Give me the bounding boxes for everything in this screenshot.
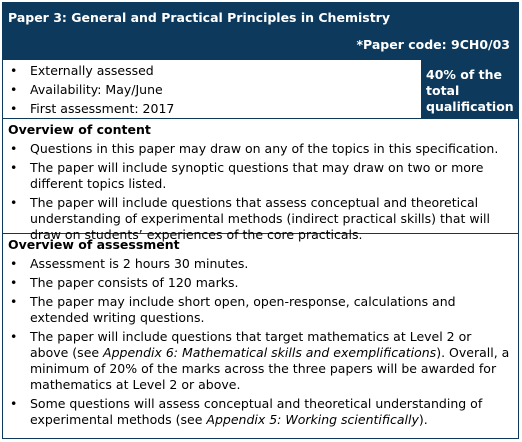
- paper-code: *Paper code: 9CH0/03: [356, 37, 510, 52]
- qualification-share: 40% of the total qualification: [421, 60, 518, 118]
- list-item: • The paper may include short open, open-response, calculations and extended writing questions.: [3, 294, 514, 326]
- text-span: The paper will include questions that target mathematics at Level 2 or above (see: [30, 329, 472, 360]
- section-heading: Overview of content: [8, 122, 151, 137]
- text-span: ). Overall, a minimum of 20% of the marks across the three papers will be awarded for mathematics at Level 2 or above.: [30, 345, 510, 392]
- assessment-list: [3, 256, 514, 428]
- list-item: • The paper will include questions that assess conceptual and theoretical understanding of experimental methods (indirect practical skills) that will draw on students’ experiences of the core practicals.: [3, 195, 514, 243]
- header-bar: [3, 3, 518, 60]
- list-item: [3, 329, 514, 393]
- paper-spec-box: [2, 2, 519, 439]
- list-item: • The paper will include synoptic questions that may draw on two or more different topics listed.: [3, 160, 514, 192]
- meta-row: [3, 60, 518, 119]
- text-span: ).: [418, 412, 428, 427]
- overview-content-section: [3, 119, 518, 242]
- overview-assessment-section: [3, 234, 518, 433]
- list-item: • Assessment is 2 hours 30 minutes.: [3, 256, 514, 272]
- list-item: • First assessment: 2017: [3, 100, 421, 117]
- appendix-6-reference: Appendix 6: Mathematical skills and exemplifications: [103, 345, 437, 360]
- paper-title: Paper 3: General and Practical Principles in Chemistry: [8, 10, 390, 25]
- appendix-5-reference: Appendix 5: Working scientifically: [206, 412, 419, 427]
- list-item: • Questions in this paper may draw on any of the topics in this specification.: [3, 141, 514, 157]
- meta-list: [3, 62, 421, 117]
- list-item: • Externally assessed: [3, 62, 421, 79]
- meta-list-container: [3, 60, 421, 118]
- text-span: Some questions will assess conceptual and theoretical understanding of experimental methods (see: [30, 396, 483, 427]
- list-item: • The paper consists of 120 marks.: [3, 275, 514, 291]
- list-item: • Availability: May/June: [3, 81, 421, 98]
- content-list: [3, 141, 514, 243]
- section-heading: Overview of assessment: [8, 237, 180, 252]
- list-item: [3, 396, 514, 428]
